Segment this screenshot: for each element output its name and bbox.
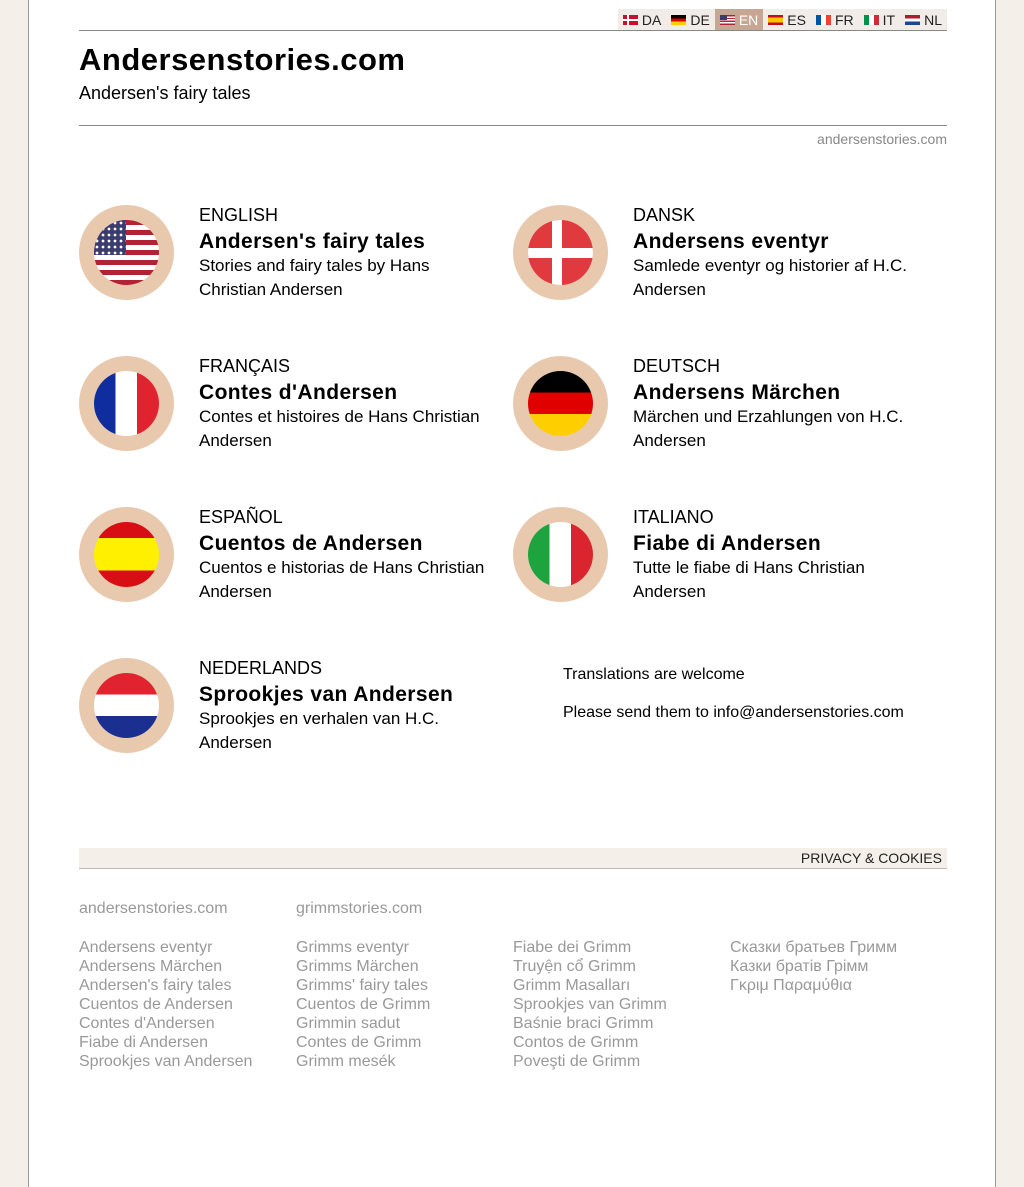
- usa-flag-icon: [94, 220, 159, 285]
- italy-flag-icon: [528, 522, 593, 587]
- language-description: Tutte le fiabe di Hans Christian Andersen: [633, 558, 865, 601]
- language-entry-english: [79, 205, 499, 305]
- lang-code: IT: [882, 11, 896, 28]
- netherlands-flag-icon: [94, 673, 159, 738]
- language-entry-nederlands: [79, 658, 499, 758]
- footer-column-grimm-3: [730, 938, 897, 995]
- language-description: Contes et histoires de Hans Christian Andersen: [199, 407, 480, 450]
- footer-link[interactable]: Grimmin sadut: [296, 1015, 401, 1032]
- lang-code: DE: [690, 11, 710, 28]
- lang-code: ES: [787, 11, 806, 28]
- footer-column-grimm: [296, 900, 430, 1071]
- language-name: NEDERLANDS: [199, 658, 323, 678]
- lang-da[interactable]: [618, 9, 666, 30]
- footer-link[interactable]: Grimm mesék: [296, 1053, 396, 1070]
- germany-flag-icon: [528, 371, 593, 436]
- lang-code: DA: [641, 11, 662, 28]
- language-entry-deutsch: [513, 356, 933, 456]
- spain-flag-icon: [768, 15, 783, 25]
- language-entry-dansk: [513, 205, 933, 305]
- language-title-link[interactable]: Andersen's fairy tales: [199, 230, 426, 253]
- language-bar: [618, 9, 947, 30]
- site-subtitle: Andersen's fairy tales: [79, 83, 251, 103]
- spain-flag-icon: [94, 522, 159, 587]
- usa-flag-icon: [720, 15, 735, 25]
- language-description: Cuentos e historias de Hans Christian Andersen: [199, 558, 485, 601]
- footer-link[interactable]: Сказки братьев Гримм: [730, 939, 898, 956]
- flag-circle[interactable]: [513, 205, 608, 300]
- footer-link[interactable]: Cuentos de Grimm: [296, 996, 431, 1013]
- footer-link[interactable]: Fiabe di Andersen: [79, 1034, 208, 1051]
- footer-column-grimm-2: [513, 938, 667, 1071]
- flag-circle[interactable]: [79, 356, 174, 451]
- language-title-link[interactable]: Andersens eventyr: [633, 230, 829, 253]
- language-title-link[interactable]: Contes d'Andersen: [199, 381, 398, 404]
- footer-link[interactable]: Poveşti de Grimm: [513, 1053, 641, 1070]
- privacy-cookies-link[interactable]: PRIVACY & COOKIES: [800, 850, 942, 866]
- domain-label: andersenstories.com: [817, 131, 947, 147]
- footer-link[interactable]: Fiabe dei Grimm: [513, 939, 632, 956]
- page: [28, 0, 996, 1187]
- footer-site-link[interactable]: grimmstories.com: [296, 900, 423, 917]
- language-name: DEUTSCH: [633, 356, 721, 376]
- germany-flag-icon: [671, 15, 686, 25]
- footer-link[interactable]: Andersens Märchen: [79, 958, 223, 975]
- lang-es[interactable]: [763, 9, 811, 30]
- language-description: Märchen und Erzahlungen von H.C. Andersen: [633, 407, 904, 450]
- site-title[interactable]: Andersenstories.com: [79, 42, 406, 77]
- footer-column-andersen: [79, 900, 252, 1071]
- note-welcome: Translations are welcome: [563, 666, 745, 683]
- translations-note: [563, 656, 904, 732]
- flag-circle[interactable]: [79, 205, 174, 300]
- france-flag-icon: [94, 371, 159, 436]
- language-name: FRANÇAIS: [199, 356, 291, 376]
- language-description: Samlede eventyr og historier af H.C. Andersen: [633, 256, 908, 299]
- lang-fr[interactable]: [811, 9, 859, 30]
- footer-bar: [79, 848, 947, 869]
- footer-link[interactable]: Grimm Masalları: [513, 977, 631, 994]
- language-entry-espanol: [79, 507, 499, 607]
- footer-link[interactable]: Contes de Grimm: [296, 1034, 422, 1051]
- france-flag-icon: [816, 15, 831, 25]
- lang-it[interactable]: [859, 9, 900, 30]
- language-description: Sprookjes en verhalen van H.C. Andersen: [199, 709, 440, 752]
- flag-circle[interactable]: [79, 658, 174, 753]
- flag-circle[interactable]: [79, 507, 174, 602]
- footer-link[interactable]: Γκριμ Παραμύθια: [730, 977, 852, 994]
- footer-link[interactable]: Grimms eventyr: [296, 939, 409, 956]
- language-title-link[interactable]: Fiabe di Andersen: [633, 532, 822, 555]
- language-name: ESPAÑOL: [199, 507, 283, 527]
- denmark-flag-icon: [623, 15, 638, 25]
- lang-de[interactable]: [666, 9, 714, 30]
- footer-link[interactable]: Truyện cổ Grimm: [513, 958, 636, 975]
- footer-site-link[interactable]: andersenstories.com: [79, 900, 228, 917]
- note-contact: Please send them to info@andersenstories.com: [563, 704, 904, 721]
- flag-circle[interactable]: [513, 356, 608, 451]
- footer-link[interactable]: Cuentos de Andersen: [79, 996, 233, 1013]
- language-name: ITALIANO: [633, 507, 714, 527]
- language-entry-francais: [79, 356, 499, 456]
- footer-link[interactable]: Andersens eventyr: [79, 939, 213, 956]
- language-entry-italiano: [513, 507, 933, 607]
- lang-code: FR: [834, 11, 854, 28]
- denmark-flag-icon: [528, 220, 593, 285]
- footer-link[interactable]: Contos de Grimm: [513, 1034, 639, 1051]
- language-title-link[interactable]: Sprookjes van Andersen: [199, 683, 454, 706]
- lang-nl[interactable]: [900, 9, 947, 30]
- lang-code: EN: [738, 11, 759, 28]
- footer-link[interactable]: Sprookjes van Andersen: [79, 1053, 253, 1070]
- lang-code: NL: [924, 11, 942, 28]
- footer-link[interactable]: Contes d'Andersen: [79, 1015, 215, 1032]
- lang-en[interactable]: [715, 9, 763, 30]
- footer-link[interactable]: Grimms' fairy tales: [296, 977, 428, 994]
- footer-link[interactable]: Grimms Märchen: [296, 958, 419, 975]
- language-title-link[interactable]: Andersens Märchen: [633, 381, 841, 404]
- footer-link[interactable]: Baśnie braci Grimm: [513, 1015, 654, 1032]
- italy-flag-icon: [864, 15, 879, 25]
- top-divider: [79, 30, 947, 31]
- footer-link[interactable]: Sprookjes van Grimm: [513, 996, 667, 1013]
- footer-link[interactable]: Andersen's fairy tales: [79, 977, 232, 994]
- header-divider: [79, 125, 947, 126]
- language-description: Stories and fairy tales by Hans Christian Andersen: [199, 256, 430, 299]
- language-name: ENGLISH: [199, 205, 279, 225]
- language-name: DANSK: [633, 205, 696, 225]
- footer-link[interactable]: Казки братів Грімм: [730, 958, 869, 975]
- flag-circle[interactable]: [513, 507, 608, 602]
- language-title-link[interactable]: Cuentos de Andersen: [199, 532, 423, 555]
- netherlands-flag-icon: [905, 15, 920, 25]
